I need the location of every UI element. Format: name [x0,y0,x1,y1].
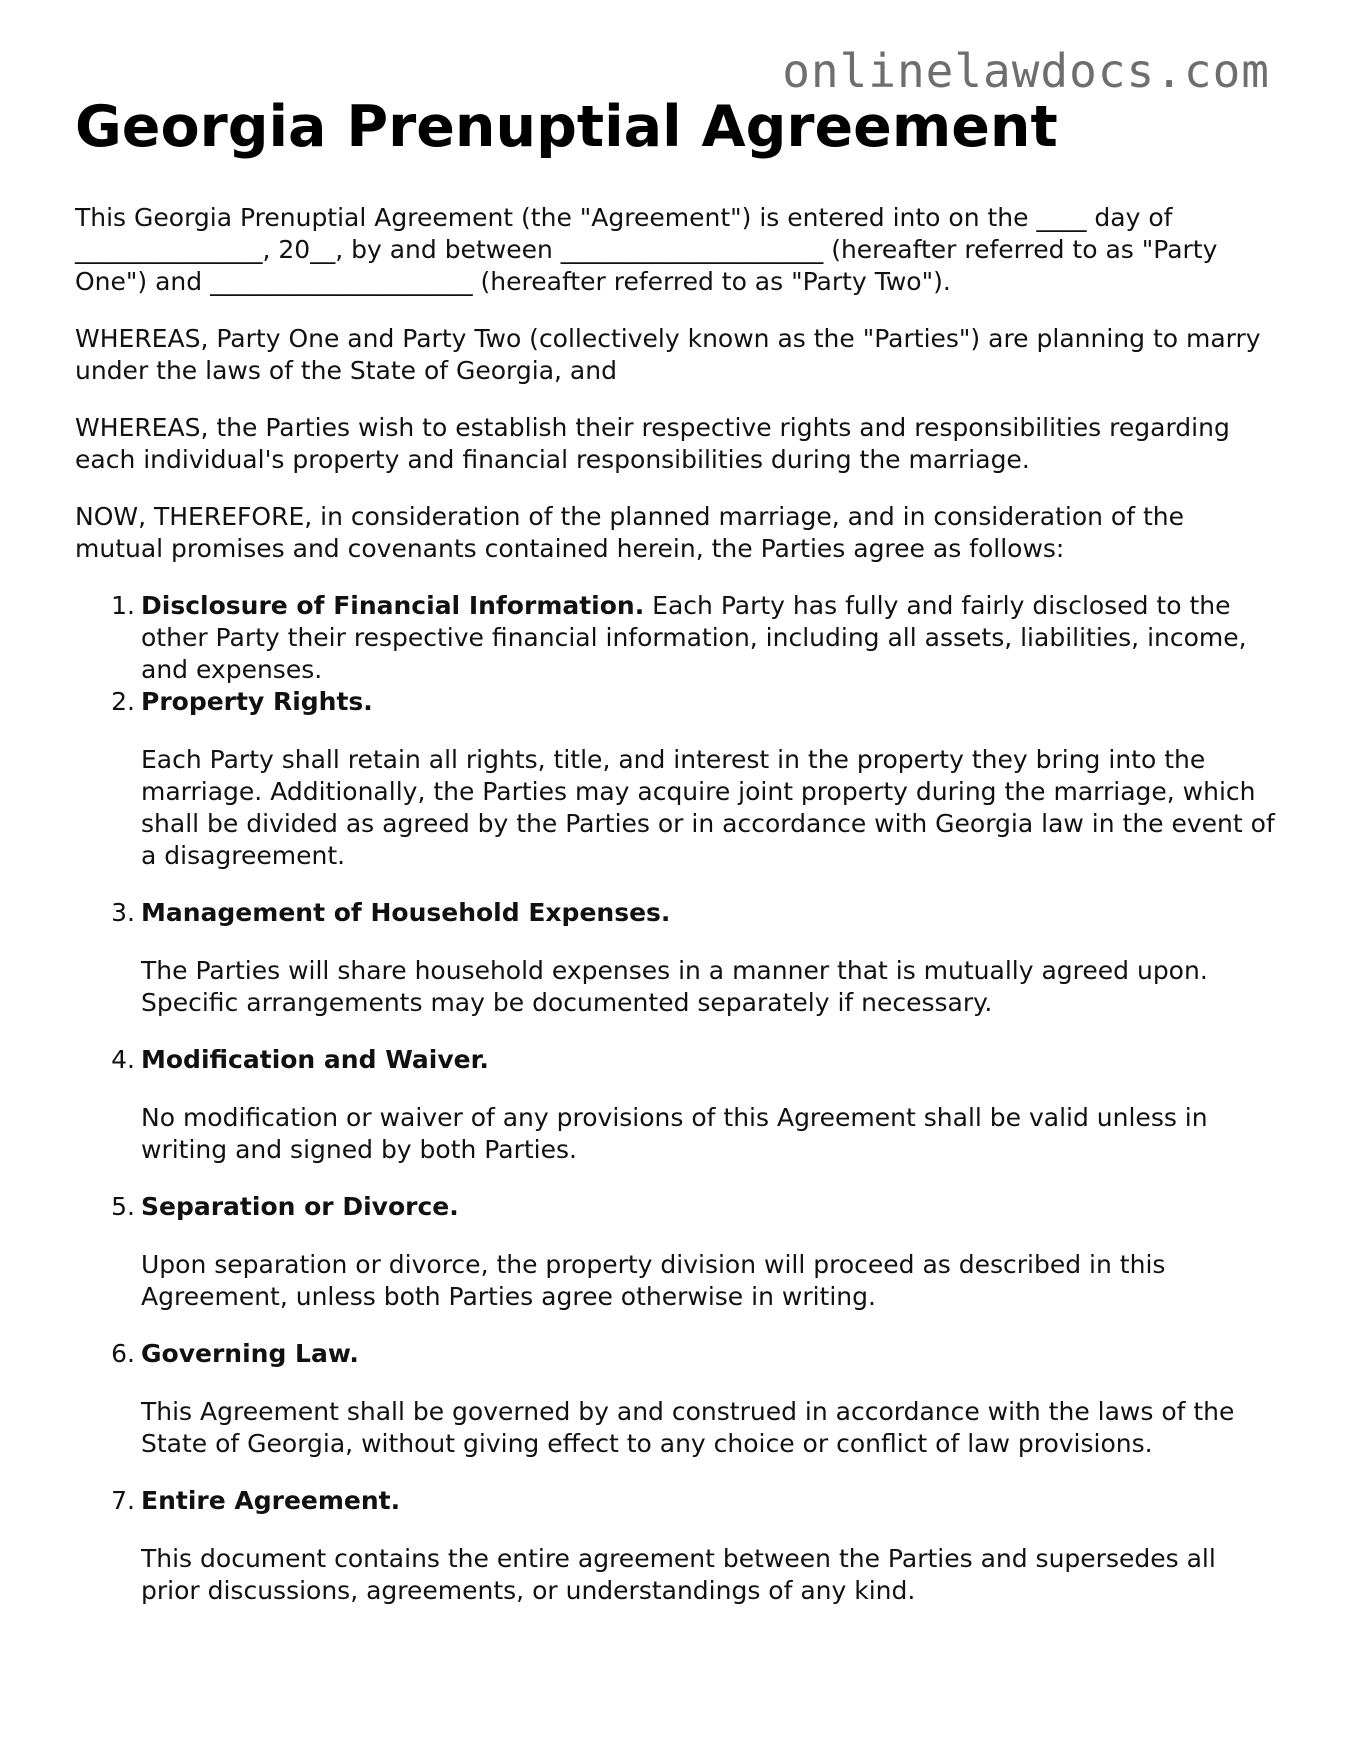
now-therefore-paragraph: NOW, THEREFORE, in consideration of the planned marriage, and in consideration of the mutual promises and covenants contained herein, the Parties agree as follows: [75,502,1184,563]
document-page [75,92,1275,1632]
item-number: 3. [111,898,135,927]
item-body: No modification or waiver of any provisions of this Agreement shall be valid unless in writing and signed by both Parties. [141,1103,1208,1164]
document-title: Georgia Prenuptial Agreement [75,94,1058,160]
list-item [75,897,1275,1019]
intro-paragraph: This Georgia Prenuptial Agreement (the "Agreement") is entered into on the ____ day of _______________, 20__, by and between _____________________ (hereafter referred to as "Party One") and _____________________ (hereafter referred to as "Party Two"). [75,203,1218,296]
list-item [75,1485,1275,1607]
item-heading: Modification and Waiver. [141,1045,489,1074]
list-item [75,686,1275,872]
item-heading: Governing Law. [141,1339,359,1368]
item-heading: Separation or Divorce. [141,1192,459,1221]
item-number: 5. [111,1192,135,1221]
item-number: 2. [111,687,135,716]
item-body: This Agreement shall be governed by and construed in accordance with the laws of the State of Georgia, without giving effect to any choice or conflict of law provisions. [141,1397,1235,1458]
item-number: 4. [111,1045,135,1074]
item-heading: Entire Agreement. [141,1486,401,1515]
list-item [75,1338,1275,1460]
item-heading: Management of Household Expenses. [141,898,671,927]
whereas-marriage-paragraph: WHEREAS, Party One and Party Two (collectively known as the "Parties") are planning to marry under the laws of the State of Georgia, and [75,324,1261,385]
item-body: This document contains the entire agreement between the Parties and supersedes all prior discussions, agreements, or understandings of any kind. [141,1544,1216,1605]
item-number: 7. [111,1486,135,1515]
site-watermark: onlinelawdocs.com [782,44,1270,98]
list-item [75,590,1275,686]
item-number: 1. [111,591,135,620]
list-item [75,1191,1275,1313]
item-number: 6. [111,1339,135,1368]
agreement-terms-list [75,590,1275,1607]
item-body: Upon separation or divorce, the property division will proceed as described in this Agreement, unless both Parties agree otherwise in writing. [141,1250,1166,1311]
item-body: The Parties will share household expenses in a manner that is mutually agreed upon. Specific arrangements may be documented separately if necessary. [141,956,1208,1017]
list-item [75,1044,1275,1166]
item-body: Each Party shall retain all rights, title, and interest in the property they bring into the marriage. Additionally, the Parties may acquire joint property during the marriage, which shall be divided as agreed by the Parties or in accordance with Georgia law in the event of a disagreement. [141,745,1275,870]
item-heading: Property Rights. [141,687,373,716]
item-inline-text: Each Party has fully and fairly disclosed to the other Party their respective financial information, including all assets, liabilities, income, and expenses. [141,591,1247,684]
item-heading: Disclosure of Financial Information. [141,591,645,620]
whereas-rights-paragraph: WHEREAS, the Parties wish to establish their respective rights and responsibilities regarding each individual's property and financial responsibilities during the marriage. [75,413,1230,474]
